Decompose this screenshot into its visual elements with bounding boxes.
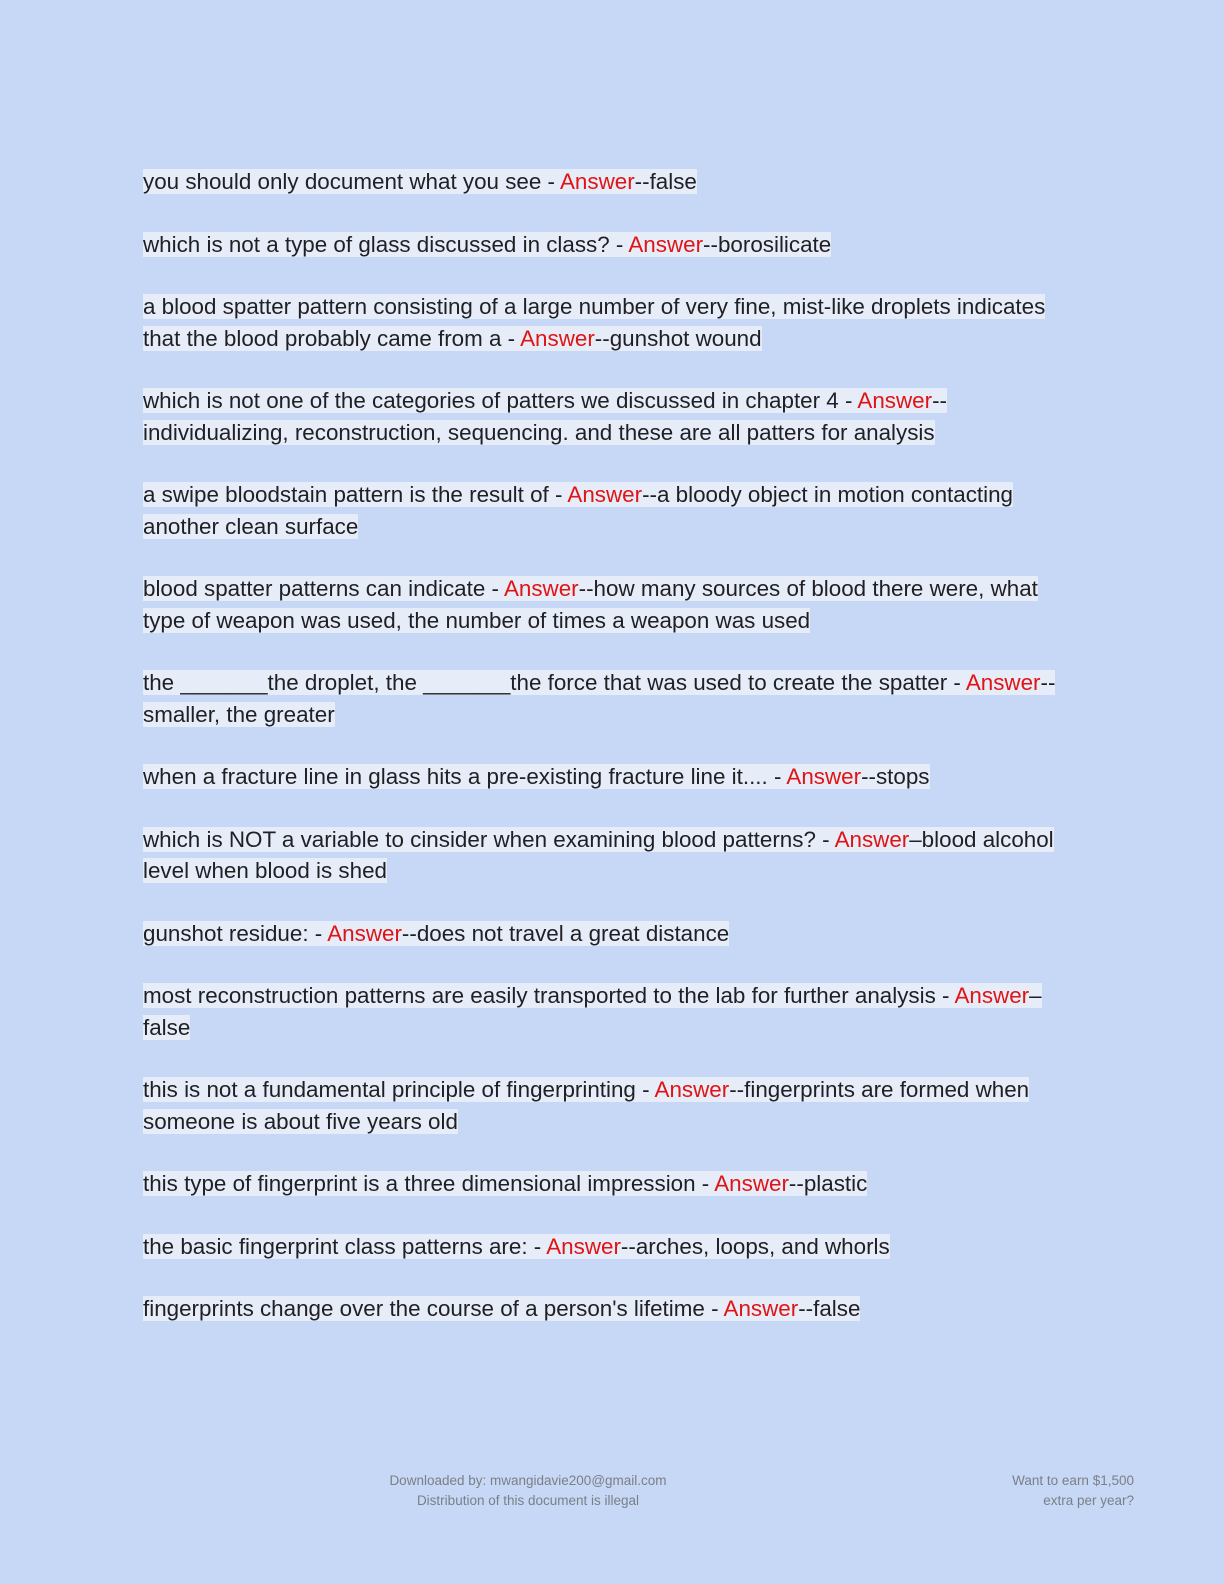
answer-text: --gunshot wound (594, 325, 762, 351)
qa-list (143, 166, 1083, 1356)
question-text: fingerprints change over the course of a person's lifetime - (143, 1296, 724, 1321)
question-text: most reconstruction patterns are easily transported to the lab for further analysis - (143, 983, 955, 1008)
qa-item (143, 229, 1083, 261)
answer-label: Answer (834, 826, 910, 852)
answer-label: Answer (503, 576, 579, 601)
promo-link[interactable] (894, 1471, 1134, 1511)
answer-label: Answer (857, 388, 933, 413)
answer-text: --fingerprints are formed when someone is about five years old (143, 1077, 1030, 1134)
question-text: which is not a type of glass discussed in class? - (143, 231, 629, 257)
question-text: a swipe bloodstain pattern is the result of - (143, 482, 568, 507)
answer-text: --borosilicate (703, 231, 832, 257)
answer-text: –blood alcohol level when blood is shed (143, 826, 1054, 883)
answer-label: Answer (559, 169, 635, 194)
qa-item (143, 918, 1083, 950)
qa-item (143, 166, 1083, 198)
answer-text: --stops (861, 764, 930, 789)
question-text: gunshot residue: - (143, 920, 328, 946)
answer-text: --false (634, 169, 697, 194)
answer-text: –false (143, 983, 1042, 1040)
answer-text: --smaller, the greater (143, 670, 1056, 727)
qa-item (143, 761, 1083, 793)
qa-item (143, 479, 1083, 542)
question-text: the _______the droplet, the _______the force that was used to create the spatter - (143, 670, 966, 695)
promo-line-2[interactable]: extra per year? (1043, 1493, 1134, 1508)
answer-text: --does not travel a great distance (401, 920, 730, 946)
answer-label: Answer (567, 482, 643, 507)
answer-label: Answer (723, 1296, 799, 1321)
answer-text: --plastic (788, 1171, 868, 1196)
qa-item (143, 980, 1083, 1043)
qa-item (143, 1231, 1083, 1263)
qa-item (143, 1293, 1083, 1325)
question-text: a blood spatter pattern consisting of a large number of very fine, mist-like droplets indicates that the blood probably came from a - (143, 294, 1046, 351)
question-text: which is NOT a variable to cinsider when examining blood patterns? - (143, 826, 835, 852)
answer-label: Answer (520, 325, 595, 351)
qa-item (143, 667, 1083, 730)
qa-item (143, 385, 1083, 448)
promo-line-1[interactable]: Want to earn $1,500 (1012, 1473, 1134, 1488)
answer-label: Answer (327, 920, 402, 946)
qa-item (143, 291, 1083, 354)
qa-item (143, 573, 1083, 636)
answer-text: --individualizing, reconstruction, sequencing. and these are all patters for analysis (143, 388, 948, 445)
question-text: when a fracture line in glass hits a pre-existing fracture line it.... - (143, 764, 787, 789)
answer-label: Answer (546, 1233, 621, 1259)
answer-text: --how many sources of blood there were, what type of weapon was used, the number of times a weapon was used (143, 576, 1038, 633)
answer-label: Answer (654, 1077, 730, 1102)
answer-label: Answer (628, 231, 704, 257)
downloaded-by-text: Downloaded by: mwangidavie200@gmail.com (389, 1473, 667, 1488)
qa-item (143, 1074, 1083, 1137)
answer-label: Answer (965, 670, 1041, 695)
question-text: which is not one of the categories of patters we discussed in chapter 4 - (143, 388, 858, 413)
answer-label: Answer (714, 1171, 789, 1196)
qa-item (143, 824, 1083, 887)
qa-item (143, 1168, 1083, 1200)
question-text: blood spatter patterns can indicate - (143, 576, 504, 601)
answer-label: Answer (954, 983, 1030, 1008)
question-text: this is not a fundamental principle of fingerprinting - (143, 1077, 655, 1102)
answer-text: --false (798, 1296, 861, 1321)
answer-text: --arches, loops, and whorls (620, 1233, 890, 1259)
answer-label: Answer (786, 764, 862, 789)
answer-text: --a bloody object in motion contacting another clean surface (143, 482, 1013, 539)
question-text: this type of fingerprint is a three dimensional impression - (143, 1171, 715, 1196)
question-text: the basic fingerprint class patterns are: - (143, 1233, 547, 1259)
download-notice (328, 1471, 728, 1511)
question-text: you should only document what you see - (143, 169, 560, 194)
distribution-warning: Distribution of this document is illegal (416, 1493, 640, 1508)
